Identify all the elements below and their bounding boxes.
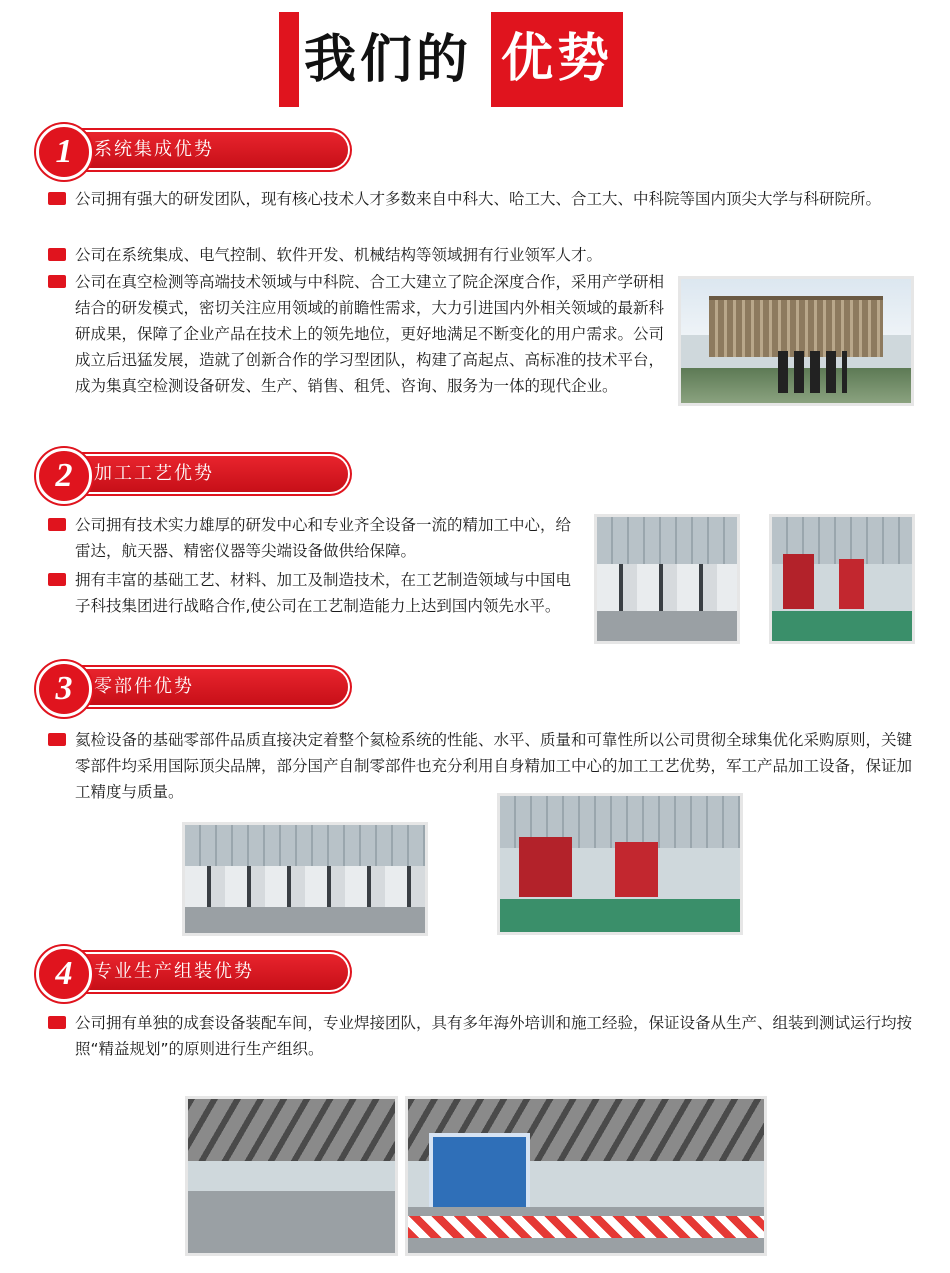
cnc-workshop-photo [182,822,428,936]
section-number-1: 1 [36,124,92,180]
list-item: 公司拥有强大的研发团队，现有核心技术人才多数来自中科大、哈工大、合工大、中科院等国内顶尖大学与科研院所。 [48,186,920,212]
section-title-1: 系统集成优势 [94,139,214,160]
section-number-2: 2 [36,448,92,504]
list-item: 拥有丰富的基础工艺、材料、加工及制造技术，在工艺制造领域与中国电子科技集团进行战略合作,使公司在工艺制造能力上达到国内领先水平。 [48,567,586,619]
bullet-marker [48,733,66,746]
list-item: 氦检设备的基础零部件品质直接决定着整个氦检系统的性能、水平、质量和可靠性所以公司贯彻全球集优化采购原则，关键零部件均采用国际顶尖品牌，部分国产自制零部件也充分利用自身精加工中心的加工工艺优势，军工产品加工设备，保证加工精度与质量。 [48,727,920,805]
bullet-marker [48,192,66,205]
title-accent-bar [279,12,299,107]
bullet-marker [48,248,66,261]
list-item: 公司在系统集成、电气控制、软件开发、机械结构等领域拥有行业领军人才。 [48,242,920,268]
section-number-3: 3 [36,661,92,717]
section-title-3: 零部件优势 [94,676,194,697]
section-title-4: 专业生产组装优势 [94,961,254,982]
list-item: 公司拥有单独的成套设备装配车间，专业焊接团队，具有多年海外培训和施工经验，保证设备从生产、组装到测试运行均按照“精益规划”的原则进行生产组织。 [48,1010,920,1062]
production-line-photo [497,793,743,935]
company-building-photo [678,276,914,406]
section-header-3 [36,661,336,715]
list-item: 公司拥有技术实力雄厚的研发中心和专业齐全设备一流的精加工中心，给雷达，航天器、精密仪器等尖端设备做供给保障。 [48,512,586,564]
bullet-marker [48,573,66,586]
section-header-1 [36,124,336,178]
assembly-workshop-photo [185,1096,398,1256]
list-item: 公司在真空检测等高端技术领域与中科院、合工大建立了院企深度合作，采用产学研相结合的研发模式，密切关注应用领域的前瞻性需求，大力引进国内外相关领域的最新科研成果，保障了企业产品在技术上的领先地位，更好地满足不断变化的用户需求。公司成立后迅猛发展，造就了创新合作的学习型团队，构建了高起点、高标准的技术平台，成为集真空检测设备研发、生产、销售、租凭、咨询、服务为一体的现代企业。 [48,269,668,399]
page-title: 我们的 [304,30,473,90]
machining-center-photo [594,514,740,644]
laser-cutting-photo [769,514,915,644]
assembly-line-photo [405,1096,767,1256]
bullet-marker [48,275,66,288]
section-number-4: 4 [36,946,92,1002]
section-header-4 [36,946,336,1000]
bullet-marker [48,518,66,531]
bullet-marker [48,1016,66,1029]
page-title-highlight: 优势 [491,12,623,107]
section-title-2: 加工工艺优势 [94,463,214,484]
section-header-2 [36,448,336,502]
